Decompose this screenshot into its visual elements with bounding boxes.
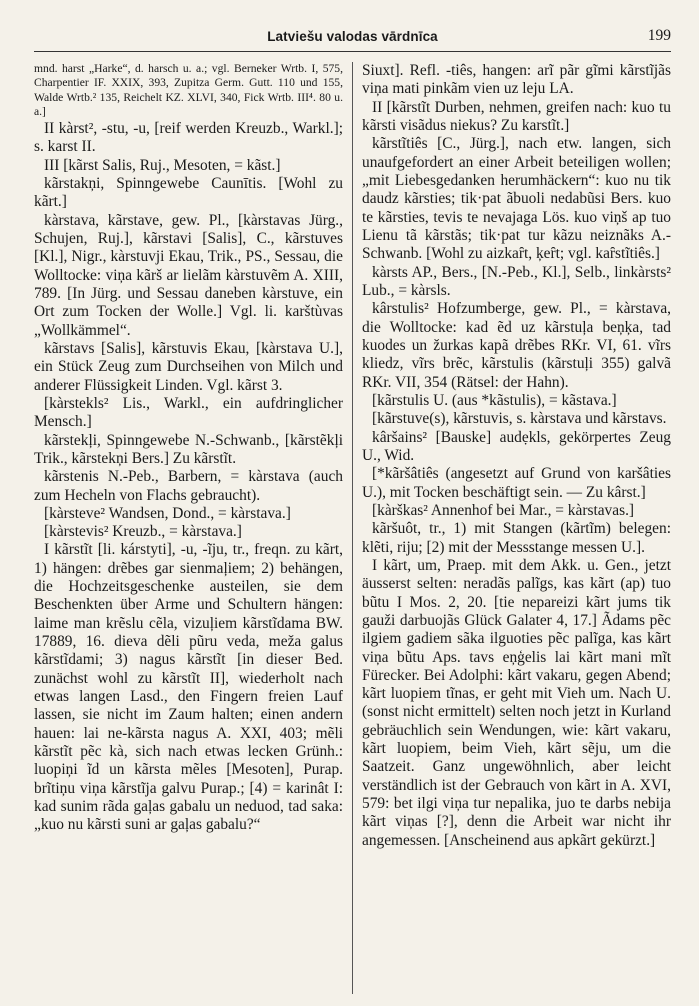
dictionary-entry: kãrstakņi, Spinngewebe Caunītis. [Wohl zu kãrt.]: [34, 174, 343, 211]
dictionary-entry: I kãrstĩt [li. kárstyti], -u, -ĩju, tr., freqn. zu kãrt, 1) hängen: drẽbes gar sienmaļiem; 2) behängen, die Hochzeitsgeschenke austeilen, sie dem Beschenkten über Arme und Schultern hängen: laime man krẽslu cẽla, vizuļiem kãrstĩdama BW. 17889, 16. dieva dẽli pũru veda, meža galus kãrstĩdami; 3) nagus kãrstĩt [in dieser Bed. zunächst wohl zu kãrstĩt II], wiederholt nach etwas langen Lasd., den Fingern freien Lauf lassen, sie nicht im Zaum halten; einen andern hauen: lai ne-kãrsta nagus A. XXI, 403; mẽli kãrstĩt pẽc kà, sich nach etwas lecken Grünh.: luopiņi ĩd un kãrsta mẽles [Mesoten], Purap. brĩtiņu viņa kãrstĩja galvu Purap.; [4) = karinât I: kad sunim rãda gaļas gabalu un neduod, tad saka: „kuo nu kãrsti suni ar gaļas gabalu?“: [34, 541, 343, 834]
right-column: [352, 62, 671, 994]
dictionary-entry: I kãrt, um, Praep. mit dem Akk. u. Gen., jetzt äusserst selten: neradãs palĩgs, kas kãrt (ap) tuo bũtu I Mos. 2, 20. [tie nepareizi kãrt jums tik gauži darbuojãs Glück Galater 4, 17.] Ãdams pẽc ilgiem gadiem sãka ilguoties pẽc palĩga, kas kãrt viņa bũtu Aps. tavs eņģelis lai kãrt mani mĩt Fürecker. Bei Adolphi: kãrt vakaru, gegen Abend; kãrt luopiem tĩnas, er geht mit Vieh um. Nach U. (sonst nicht ermittelt) selten noch jetzt in Kurland gebräuchlich sein Wendungen, wie: kãrt vakaru, kãrt luopiem, beim Vieh, kãrt sẽju, um die Saatzeit. Ganz ungewöhnlich, aber leicht verständlich ist der Gebrauch von kãrt in A. XVI, 579: bet ilgi viņa tur nepalika, juo te darbs nebija kãrt viņas [?], denn die Arbeit war nicht ihr angemessen. [Anscheinend aus apkãrt gekürzt.]: [362, 556, 671, 849]
left-column: [34, 62, 352, 994]
running-title: Latviešu valodas vārdnīca: [267, 29, 438, 44]
dictionary-entry: [kãrstuve(s), kãrstuvis, s. kàrstava und kãrstavs.: [372, 410, 667, 428]
dictionary-entry: [*kãršâtiês (angesetzt auf Grund von karšâties U.), mit Tocken beschäftigt sein. — Zu kârst.]: [362, 465, 671, 501]
dictionary-entry: kãrstĩtiês [C., Jürg.], nach etw. langen, sich unaufgefordert an einer Arbeit beteiligen wollen; „mit Liebesgedanken herumhäckern“: kuo nu tik daudz kãrsties; tik·pat ãbuoli nedabũsi Bers. kuo te kãrsties, tevis te nevajaga Lös. kuo viņš ap tuo Lienu tã kãrstãs; tik·pat tur kãzu neiznãks A.-Schwanb. [Wohl zu aizkaȓt, ķeȓt; vgl. kaȓstĩtiês.]: [362, 135, 671, 263]
dictionary-entry: III [kãrst Salis, Ruj., Mesoten, = kãst.]: [44, 156, 281, 174]
dictionary-entry: kâršains² [Bauske] audẹkls, gekörpertes Zeug U., Wid.: [362, 428, 671, 464]
dictionary-entry: [kàrstevis² Kreuzb., = kàrstava.]: [44, 523, 242, 541]
page-header: [34, 27, 671, 52]
dictionary-entry: kãrstavs [Salis], kãrstuvis Ekau, [kàrstava U.], ein Stück Zeug zum Durchseihen von Milch und anderer Flüssigkeit Linden. Vgl. kãrst 3.: [34, 339, 343, 394]
dictionary-entry: Siuxt]. Refl. -tiês, hangen: arĩ pãr gĩmi kãrstĩjãs viņa mati pinkãm vien uz leju LA.: [362, 62, 671, 98]
dictionary-entry: kãrstekļi, Spinngewebe N.-Schwanb., [kãrstẽkļi Trik., kãrstekņi Bers.] Zu kãrstĩt.: [34, 431, 343, 467]
dictionary-entry: kàrstava, kãrstave, gew. Pl., [kàrstavas Jürg., Schujen, Ruj.], kãrstavi [Salis], C., kãrstuves [Kl.], Nigr., kàrstuvji Ekau, Trik., PS., Sessau, die Wolltocke: viņa kãrš ar lielãm kàrstuvẽm A. XIII, 789. [In Jürg. und Sessau daneben kàrstuve, ein Ort zum Tocken der Wolle.] Vgl. li. karštùvas „Wollkämmel“.: [34, 211, 343, 339]
two-column-body: [34, 62, 671, 994]
dictionary-entry: II kàrst², -stu, -u, [reif werden Kreuzb., Warkl.]; s. karst II.: [34, 119, 343, 156]
dictionary-entry: [kãrstulis U. (aus *kãstulis), = kãstava.]: [372, 391, 617, 409]
dictionary-entry: [kàrškas² Annenhof bei Mar., = kàrstavas.]: [372, 501, 635, 519]
dictionary-entry: kârstulis² Hofzumberge, gew. Pl., = kàrstava, die Wolltocke: kad ẽd uz kãrstuļa beņķa, tad kuodes un žurkas kapã drẽbes RKr. VI, 61. vĩrs kliedz, vĩrs brẽc, kãrstulis (kãrstuļi 355) galvã RKr. VII, 354 (Rätsel: der Hahn).: [362, 300, 671, 391]
dictionary-entry: kàrsts AP., Bers., [N.-Peb., Kl.], Selb., linkàrsts² Lub., = kàrsls.: [362, 263, 671, 299]
page-number: 199: [647, 27, 671, 44]
dictionary-entry: mnd. harst „Harke“, d. harsch u. a.; vgl. Berneker Wrtb. I, 575, Charpentier IF. XXIX, 393, Zupitza Germ. Gutt. 110 und 155, Walde Wrtb.² 135, Reichelt KZ. XLVI, 340, Fick Wrtb. III⁴. 80 u. a.]: [34, 62, 343, 119]
dictionary-entry: [kàrsteve² Wandsen, Dond., = kàrstava.]: [44, 504, 291, 522]
dictionary-entry: kãrstenis N.-Peb., Barbern, = kàrstava (auch zum Hecheln von Flachs gebraucht).: [34, 468, 343, 504]
dictionary-entry: II [kãrstĩt Durben, nehmen, greifen nach: kuo tu kãrsti visãdus niekus? Zu karstĩt.]: [362, 98, 671, 134]
dictionary-entry: [kàrstekls² Lis., Warkl., ein aufdringlicher Mensch.]: [34, 394, 343, 431]
dictionary-entry: kãršuôt, tr., 1) mit Stangen (kãrtĩm) belegen: klẽti, riju; [2) mit der Messstange messen U.].: [362, 520, 671, 556]
